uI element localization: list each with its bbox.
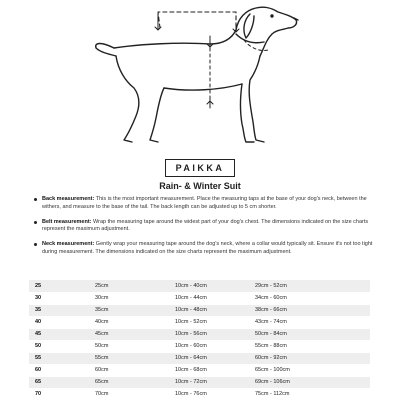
- dog-measurement-illustration: [60, 0, 310, 160]
- table-cell-back: 30cm: [89, 292, 169, 304]
- table-row: [29, 280, 370, 292]
- table-cell-size: 40: [29, 316, 89, 328]
- instruction-label: Neck measurement:: [42, 241, 95, 248]
- table-cell-neck: 10cm - 48cm: [169, 304, 249, 316]
- table-cell-belt: 38cm - 66cm: [249, 304, 370, 316]
- size-table: [29, 280, 370, 400]
- table-cell-back: 35cm: [89, 304, 169, 316]
- table-cell-size: 30: [29, 292, 89, 304]
- table-cell-neck: 10cm - 60cm: [169, 340, 249, 352]
- table-cell-size: 60: [29, 364, 89, 376]
- table-cell-belt: 50cm - 84cm: [249, 328, 370, 340]
- table-cell-neck: 10cm - 72cm: [169, 376, 249, 388]
- table-cell-size: 55: [29, 352, 89, 364]
- table-row: [29, 388, 370, 400]
- table-cell-neck: 10cm - 44cm: [169, 292, 249, 304]
- table-cell-back: 60cm: [89, 364, 169, 376]
- instruction-text: Wrap the measuring tape around the widest part of your dog's chest. The dimensions indicated on the size charts represent the maximum adjustment.: [42, 218, 369, 233]
- table-row: [29, 304, 370, 316]
- table-cell-size: 35: [29, 304, 89, 316]
- table-cell-back: 45cm: [89, 328, 169, 340]
- table-cell-back: 70cm: [89, 388, 169, 400]
- table-cell-belt: 55cm - 88cm: [249, 340, 370, 352]
- table-cell-size: 65: [29, 376, 89, 388]
- table-cell-size: 25: [29, 280, 89, 292]
- table-row: [29, 376, 370, 388]
- instruction-label: Back measurement:: [42, 196, 95, 202]
- measurement-instructions: [34, 196, 386, 264]
- instruction-label: Belt measurement:: [42, 218, 92, 225]
- table-row: [29, 328, 370, 340]
- table-cell-size: 45: [29, 328, 89, 340]
- table-cell-neck: 10cm - 76cm: [169, 388, 249, 400]
- table-cell-neck: 10cm - 40cm: [169, 280, 249, 292]
- table-cell-size: 70: [29, 388, 89, 400]
- brand-logo: PAIKKA: [165, 159, 235, 177]
- table-cell-belt: 60cm - 92cm: [249, 352, 370, 364]
- table-row: [29, 292, 370, 304]
- table-row: [29, 352, 370, 364]
- instruction-back: [34, 196, 386, 212]
- table-row: [29, 316, 370, 328]
- table-row: [29, 340, 370, 352]
- table-cell-neck: 10cm - 52cm: [169, 316, 249, 328]
- table-cell-belt: 29cm - 52cm: [249, 280, 370, 292]
- table-cell-belt: 69cm - 106cm: [249, 376, 370, 388]
- table-row: [29, 364, 370, 376]
- table-cell-belt: 75cm - 112cm: [249, 388, 370, 400]
- table-cell-size: 50: [29, 340, 89, 352]
- table-cell-belt: 65cm - 100cm: [249, 364, 370, 376]
- instruction-belt: [34, 219, 386, 235]
- table-cell-back: 55cm: [89, 352, 169, 364]
- table-cell-belt: 43cm - 74cm: [249, 316, 370, 328]
- instruction-text: Gently wrap your measuring tape around the dog's neck, where a collar would typically sit. Ensure it's not too tight during measurement. The dimensions indicated on the size charts represent the maximum adjustment.: [42, 241, 373, 255]
- instruction-text: This is the most important measurement. Place the measuring taps at the base of your dog's neck, between the withers, and measure to the base of the tail. The back length can be adjusted up to 5 cm shorter.: [42, 196, 367, 210]
- product-title: Rain- & Winter Suit: [159, 181, 241, 191]
- table-cell-back: 65cm: [89, 376, 169, 388]
- table-cell-back: 25cm: [89, 280, 169, 292]
- instruction-neck: [34, 241, 386, 257]
- table-cell-back: 40cm: [89, 316, 169, 328]
- table-cell-back: 50cm: [89, 340, 169, 352]
- table-cell-neck: 10cm - 64cm: [169, 352, 249, 364]
- table-cell-neck: 10cm - 56cm: [169, 328, 249, 340]
- table-cell-neck: 10cm - 68cm: [169, 364, 249, 376]
- table-cell-belt: 34cm - 60cm: [249, 292, 370, 304]
